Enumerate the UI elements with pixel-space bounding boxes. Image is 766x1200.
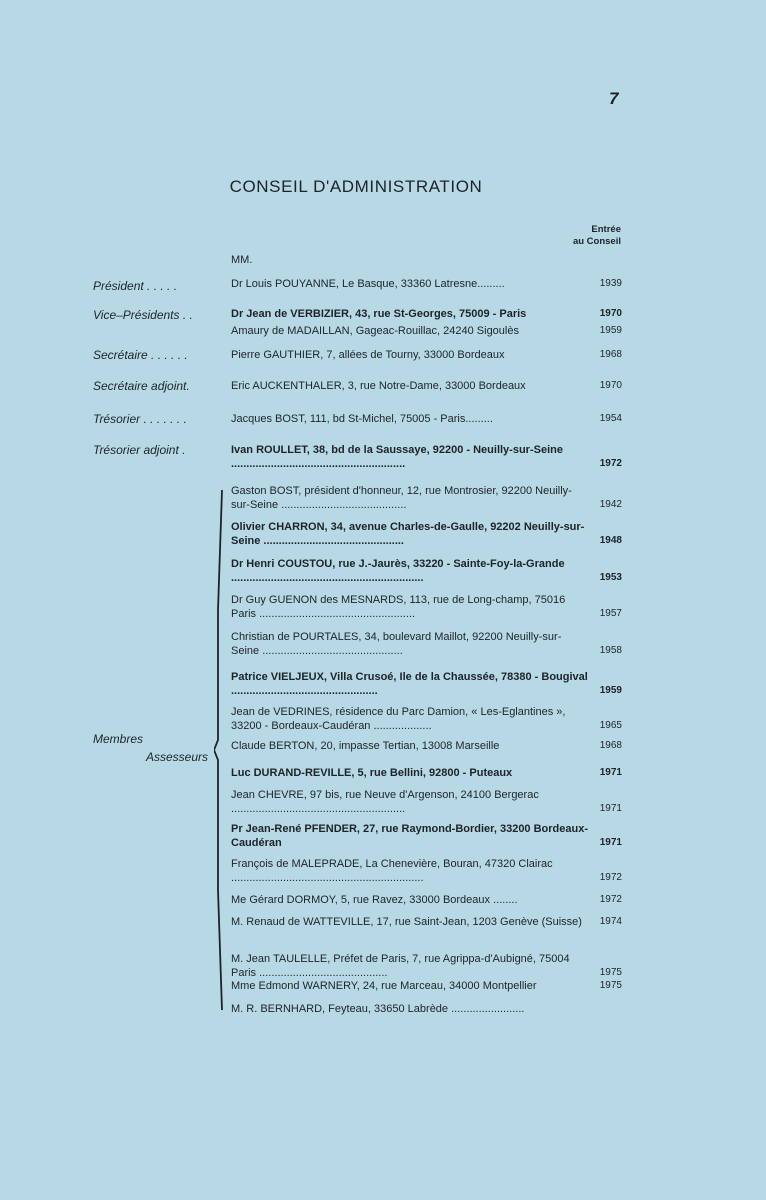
- role-tresorier: Trésorier . . . . . . .: [93, 412, 187, 426]
- member-entry: François de MALEPRADE, La Chenevière, Bouran, 47320 Clairac ............................................................... 1972: [231, 858, 622, 884]
- role-secretaire: Secrétaire . . . . . .: [93, 348, 188, 362]
- column-header-line-2: au Conseil: [572, 236, 621, 247]
- member-entry: Mme Edmond WARNERY, 24, rue Marceau, 34000 Montpellier 1975: [231, 980, 622, 992]
- member-entry: Patrice VIELJEUX, Villa Crusoé, Ile de la Chaussée, 78380 - Bougival ................................................ 1959: [231, 671, 622, 697]
- member-entry: Ivan ROULLET, 38, bd de la Saussaye, 92200 - Neuilly-sur-Seine ......................................................... 1972: [231, 444, 622, 470]
- column-header: [573, 224, 621, 248]
- page-number: 7: [609, 89, 619, 108]
- member-entry: Dr Louis POUYANNE, Le Basque, 33360 Latresne......... 1939: [231, 278, 622, 290]
- member-entry: Luc DURAND-REVILLE, 5, rue Bellini, 92800 - Puteaux 1971: [231, 767, 622, 779]
- member-entry: Pr Jean-René PFENDER, 27, rue Raymond-Bordier, 33200 Bordeaux-Caudéran 1971: [231, 823, 622, 849]
- member-entry: Dr Guy GUENON des MESNARDS, 113, rue de Long-champ, 75016 Paris ................................................... 1957: [231, 594, 622, 620]
- role-president: Président . . . . .: [93, 279, 178, 293]
- member-entry: M. Renaud de WATTEVILLE, 17, rue Saint-Jean, 1203 Genève (Suisse) 1974: [231, 916, 622, 928]
- role-secretaire-adjoint: Secrétaire adjoint.: [93, 379, 190, 393]
- role-assesseurs: Assesseurs: [146, 750, 209, 764]
- role-membres: Membres: [93, 732, 144, 746]
- member-entry: M. R. BERNHARD, Feyteau, 33650 Labrède ........................: [231, 1003, 525, 1015]
- brace-decoration: [214, 490, 224, 1010]
- column-header-line-1: Entrée: [591, 224, 621, 235]
- member-entry: Christian de POURTALES, 34, boulevard Maillot, 92200 Neuilly-sur-Seine .............................................. 1958: [231, 631, 622, 657]
- member-entry: Gaston BOST, président d'honneur, 12, rue Montrosier, 92200 Neuilly-sur-Seine ......................................... 1942: [231, 485, 622, 511]
- member-entry: Jacques BOST, 111, bd St-Michel, 75005 - Paris......... 1954: [231, 413, 622, 425]
- role-vice-presidents: Vice–Présidents . .: [93, 308, 193, 322]
- member-entry: Jean de VEDRINES, résidence du Parc Damion, « Les-Eglantines », 33200 - Bordeaux-Caudéran ................... 1965: [231, 706, 622, 732]
- member-entry: Dr Henri COUSTOU, rue J.-Jaurès, 33220 - Sainte-Foy-la-Grande ............................................................... 1953: [231, 558, 622, 584]
- member-entry: Pierre GAUTHIER, 7, allées de Tourny, 33000 Bordeaux 1968: [231, 349, 622, 361]
- member-entry: Olivier CHARRON, 34, avenue Charles-de-Gaulle, 92202 Neuilly-sur-Seine .............................................. 1948: [231, 521, 622, 547]
- member-entry: M. Jean TAULELLE, Préfet de Paris, 7, rue Agrippa-d'Aubigné, 75004 Paris .......................................... 1975: [231, 953, 622, 979]
- page-title: CONSEIL D'ADMINISTRATION: [229, 177, 483, 196]
- member-entry: Dr Jean de VERBIZIER, 43, rue St-Georges, 75009 - Paris 1970: [231, 308, 622, 320]
- member-entry: Jean CHEVRE, 97 bis, rue Neuve d'Argenson, 24100 Bergerac ......................................................... 1971: [231, 789, 622, 815]
- member-entry: Claude BERTON, 20, impasse Tertian, 13008 Marseille 1968: [231, 740, 622, 752]
- member-entry: Me Gérard DORMOY, 5, rue Ravez, 33000 Bordeaux ........ 1972: [231, 894, 622, 906]
- member-entry: Eric AUCKENTHALER, 3, rue Notre-Dame, 33000 Bordeaux 1970: [231, 380, 622, 392]
- mm-label: MM.: [231, 254, 253, 266]
- role-tresorier-adjoint: Trésorier adjoint .: [93, 443, 186, 457]
- member-entry: Amaury de MADAILLAN, Gageac-Rouillac, 24240 Sigoulès 1959: [231, 325, 622, 337]
